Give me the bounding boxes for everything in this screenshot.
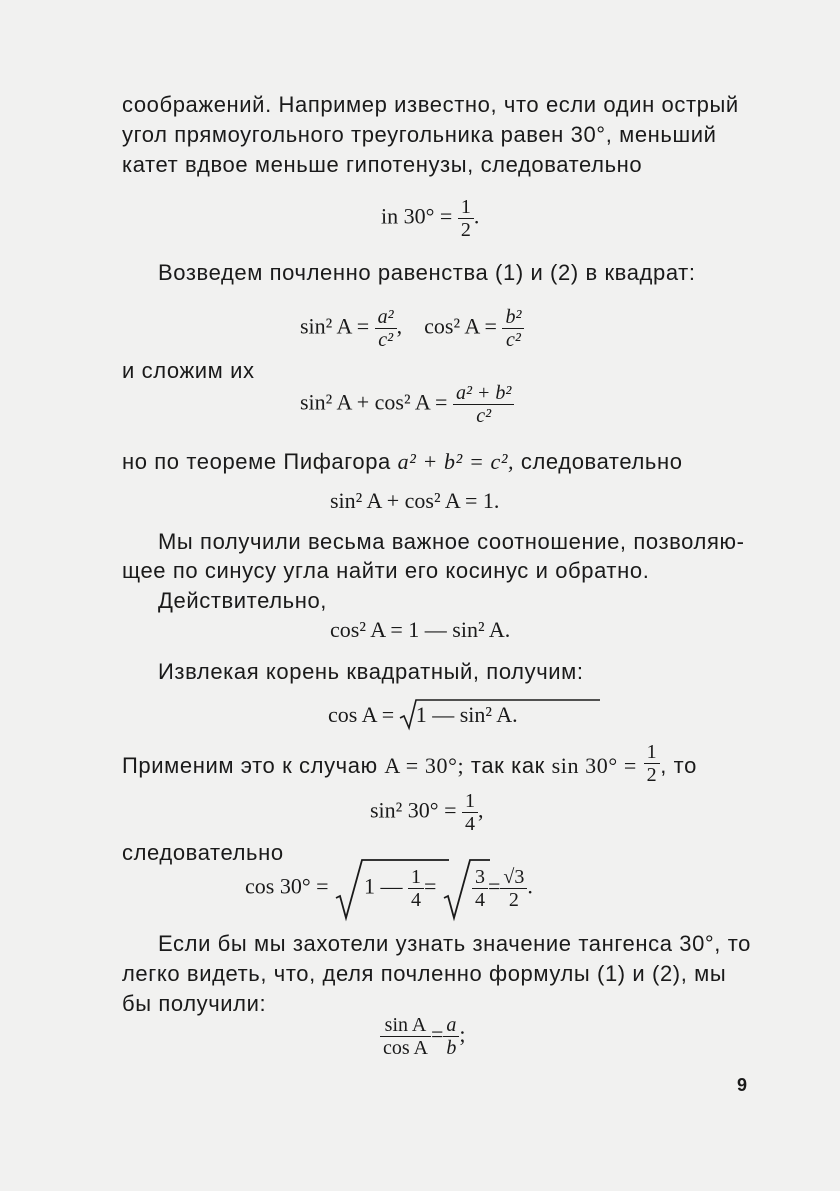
formula-lhs: cos 30° =: [245, 873, 329, 899]
denominator: 2: [646, 764, 658, 786]
numerator: 1: [458, 196, 474, 219]
numerator: sin A: [380, 1014, 431, 1037]
text-line: бы получили:: [122, 991, 267, 1016]
denominator: 2: [508, 889, 519, 911]
formula-sin-squared-30: sin² 30° = $\frac{1}{4}$ ,: [370, 790, 484, 835]
formula-part: cos² A =: [424, 313, 497, 339]
fraction: [453, 382, 515, 427]
formula-pythagoras: a² + b² = c²,: [397, 449, 515, 474]
formula-cos-root: [328, 702, 518, 728]
numerator: 1: [408, 866, 424, 889]
text-line: Мы получили весьма важное соотношение, позволяю-: [158, 529, 745, 554]
formula-lhs: cos A =: [328, 702, 395, 727]
formula-tangent: $\frac{\text{sin A}}{\text{cos A}}$ = $\frac{a}{b}$ ;: [380, 1014, 466, 1059]
formula-part: sin² A =: [300, 313, 370, 339]
formula-squares: sin² A = $\frac{\text{a²}}{\text{c²}}$ , cos² A = $\frac{\text{b²}}{\text{c²}}$: [300, 306, 524, 351]
numerator: 1: [462, 790, 478, 813]
radicand: 1 —: [364, 873, 403, 899]
text-line: и сложим их: [122, 358, 255, 383]
formula-part: sin 30° =: [551, 753, 637, 778]
text-line: катет вдвое меньше гипотенузы, следовательно: [122, 152, 643, 177]
page-number: 9: [737, 1075, 748, 1095]
numerator: a² + b²: [453, 382, 515, 405]
denominator: 4: [464, 813, 475, 835]
text-part: так как: [470, 753, 545, 778]
fraction: [380, 1014, 431, 1059]
radical: [400, 702, 518, 728]
formula-sin30: [381, 196, 479, 241]
text-line: угол прямоугольного треугольника равен 30°, меньший: [122, 122, 717, 147]
fraction: [408, 866, 424, 911]
fraction: [500, 866, 527, 911]
formula-lhs: sin² 30° =: [370, 797, 457, 823]
formula-lhs: in 30° =: [381, 203, 453, 229]
text-part: следовательно: [520, 449, 683, 474]
denominator: c²: [506, 329, 521, 351]
text-line: следовательно: [122, 840, 284, 865]
formula-sum: [300, 382, 514, 427]
text-line: легко видеть, что, деля почленно формулы (1) и (2), мы: [122, 961, 727, 986]
denominator: 4: [411, 889, 422, 911]
text-part: то: [673, 753, 697, 778]
text-part: Применим это к случаю: [122, 753, 378, 778]
denominator: c²: [378, 329, 394, 351]
fraction: [443, 1014, 459, 1059]
fraction: [462, 790, 478, 835]
radical-sign-icon: [334, 866, 454, 922]
radicand: 1 — sin² A.: [415, 702, 518, 727]
numerator: b²: [502, 306, 524, 329]
fraction: [644, 741, 661, 786]
denominator: c²: [476, 405, 492, 427]
formula-part: A = 30°;: [384, 753, 465, 778]
fraction: [502, 306, 524, 351]
denominator: 2: [460, 219, 471, 241]
text-line: соображений. Например известно, что если один острый: [122, 92, 739, 117]
text-line: щее по синусу угла найти его косинус и обратно.: [122, 558, 650, 583]
numerator: a²: [375, 306, 397, 329]
text-part: но по теореме Пифагора: [122, 449, 391, 474]
formula-identity: sin² A + cos² A = 1.: [330, 488, 500, 513]
formula-cos-squared: cos² A = 1 — sin² A.: [330, 617, 511, 642]
text-line: Если бы мы захотели узнать значение тангенса 30°, то: [158, 931, 751, 956]
denominator: b: [446, 1037, 457, 1059]
text-line: [122, 447, 683, 477]
text-line: Возведем почленно равенства (1) и (2) в квадрат:: [158, 260, 696, 285]
radical-sign-icon: [400, 702, 600, 732]
formula-lhs: sin² A + cos² A =: [300, 389, 448, 415]
denominator: cos A: [383, 1037, 428, 1059]
fraction: [375, 306, 397, 351]
fraction: [472, 866, 488, 911]
fraction: [458, 196, 474, 241]
radical: [442, 866, 488, 911]
text-line: Действительно,: [158, 588, 328, 613]
text-line: Применим это к случаю A = 30°; так как sin 30° = $\frac{1}{2}$ , то: [122, 741, 697, 786]
numerator: a: [443, 1014, 459, 1037]
formula-tail: .: [473, 203, 480, 229]
radical: [334, 866, 424, 911]
numerator: √3: [500, 866, 527, 889]
denominator: 4: [474, 889, 485, 911]
numerator: 3: [472, 866, 488, 889]
formula-cos30: cos 30° = 1 — $\frac{1}{4}$ = $\frac{3}{4}$ = $\frac{√3}{2}$ .: [245, 866, 533, 911]
numerator: 1: [644, 741, 661, 764]
text-line: Извлекая корень квадратный, получим:: [158, 659, 584, 684]
